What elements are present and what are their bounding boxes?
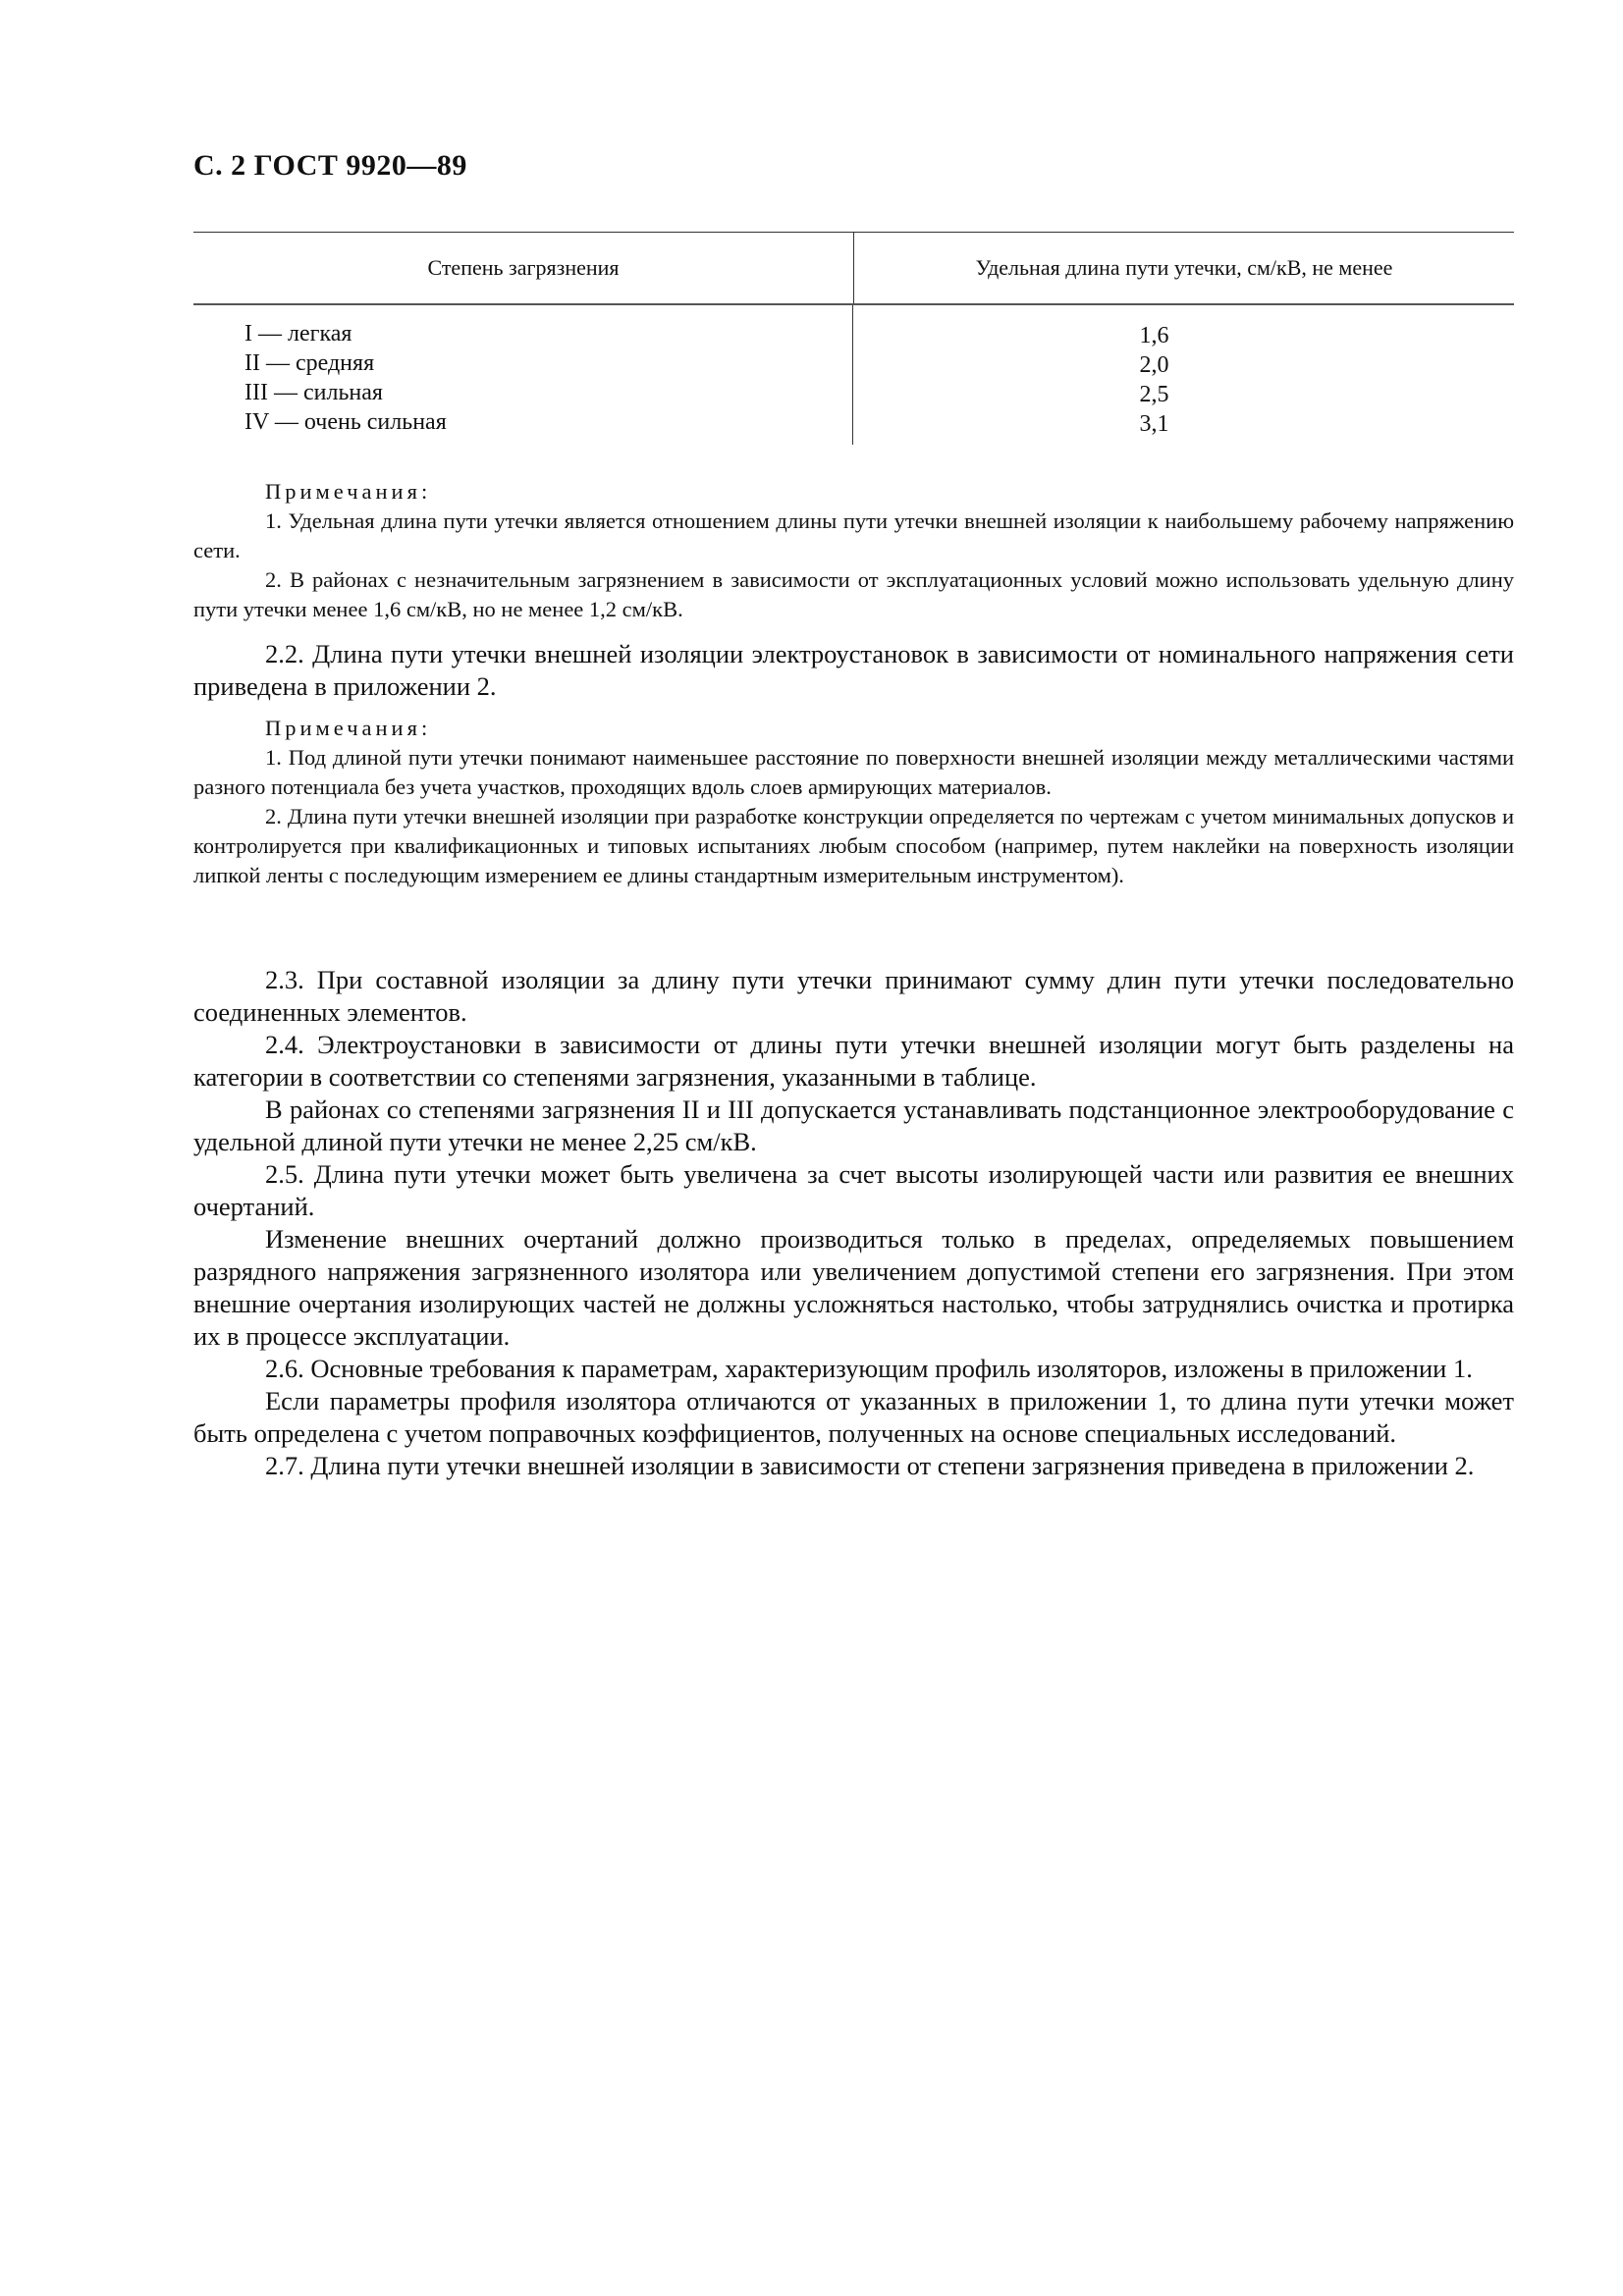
note-item: 1. Под длиной пути утечки понимают наименьшее расстояние по поверхности внешней изоляции между металлическими частями разного потенциала без учета участков, проходящих вдоль слоев армирующих материалов. [193, 745, 1514, 799]
table-cell-degree: II — средняя [244, 350, 375, 376]
paragraph: В районах со степенями загрязнения II и III допускается устанавливать подстанционное электрооборудование с удельной длиной пути утечки не менее 2,25 см/кВ. [193, 1095, 1514, 1156]
table-cell-value: 3,1 [1139, 411, 1169, 437]
notes-title: Примечания: [265, 479, 432, 504]
notes-title: Примечания: [265, 716, 432, 740]
column-header-degree: Степень загрязнения [193, 233, 854, 303]
notes-block-2 [193, 714, 1514, 890]
note-item: 2. Длина пути утечки внешней изоляции при разработке конструкции определяется по чертежам с учетом минимальных допусков и контролируется при квалификационных и типовых испытаниях любым способом (например, путем наклейки на поверхность изоляции липкой ленты с последующим измерением ее длины стандартным измерительным инструментом). [193, 804, 1514, 887]
note-item: 2. В районах с незначительным загрязнением в зависимости от эксплуатационных условий можно использовать удельную длину пути утечки менее 1,6 см/кВ, но не менее 1,2 см/кВ. [193, 567, 1514, 621]
paragraph: 2.5. Длина пути утечки может быть увеличена за счет высоты изолирующей части или развития ее внешних очертаний. [193, 1159, 1514, 1221]
degree-column [193, 305, 853, 445]
table-cell-degree: IV — очень сильная [244, 409, 447, 435]
paragraph: 2.4. Электроустановки в зависимости от длины пути утечки внешней изоляции могут быть разделены на категории в соответствии со степенями загрязнения, указанными в таблице. [193, 1030, 1514, 1092]
column-header-length: Удельная длина пути утечки, см/кВ, не менее [975, 255, 1393, 280]
paragraph-2-2 [193, 638, 1514, 703]
table-cell-value: 2,0 [1139, 352, 1169, 378]
paragraph: 2.6. Основные требования к параметрам, характеризующим профиль изоляторов, изложены в приложении 1. [265, 1354, 1473, 1383]
table-cell-degree: I — легкая [244, 321, 352, 347]
value-column [853, 305, 1514, 445]
pollution-table [193, 232, 1514, 445]
table-cell-value: 2,5 [1139, 382, 1169, 407]
paragraph: 2.7. Длина пути утечки внешней изоляции в зависимости от степени загрязнения приведена в приложении 2. [265, 1451, 1475, 1480]
table-cell-degree: III — сильная [244, 380, 383, 405]
table-header [193, 233, 1514, 305]
page-header: С. 2 ГОСТ 9920—89 [193, 149, 467, 182]
paragraph: Изменение внешних очертаний должно производиться только в пределах, определяемых повышением разрядного напряжения загрязненного изолятора или увеличением допустимой степени его загрязнения. При этом внешние очертания изолирующих частей не должны усложняться настолько, чтобы затруднялись очистка и протирка их в процессе эксплуатации. [193, 1224, 1514, 1351]
paragraph: 2.3. При составной изоляции за длину пути утечки принимают сумму длин пути утечки последовательно соединенных элементов. [193, 965, 1514, 1027]
table-cell-value: 1,6 [1139, 323, 1169, 348]
notes-block-1 [193, 477, 1514, 624]
paragraph: Если параметры профиля изолятора отличаются от указанных в приложении 1, то длина пути утечки может быть определена с учетом поправочных коэффициентов, полученных на основе специальных исследований. [193, 1386, 1514, 1448]
paragraph: 2.2. Длина пути утечки внешней изоляции электроустановок в зависимости от номинального напряжения сети приведена в приложении 2. [193, 639, 1514, 701]
table-body [193, 305, 1514, 445]
body-paragraphs [193, 964, 1514, 1482]
note-item: 1. Удельная длина пути утечки является отношением длины пути утечки внешней изоляции к наибольшему рабочему напряжению сети. [193, 508, 1514, 562]
